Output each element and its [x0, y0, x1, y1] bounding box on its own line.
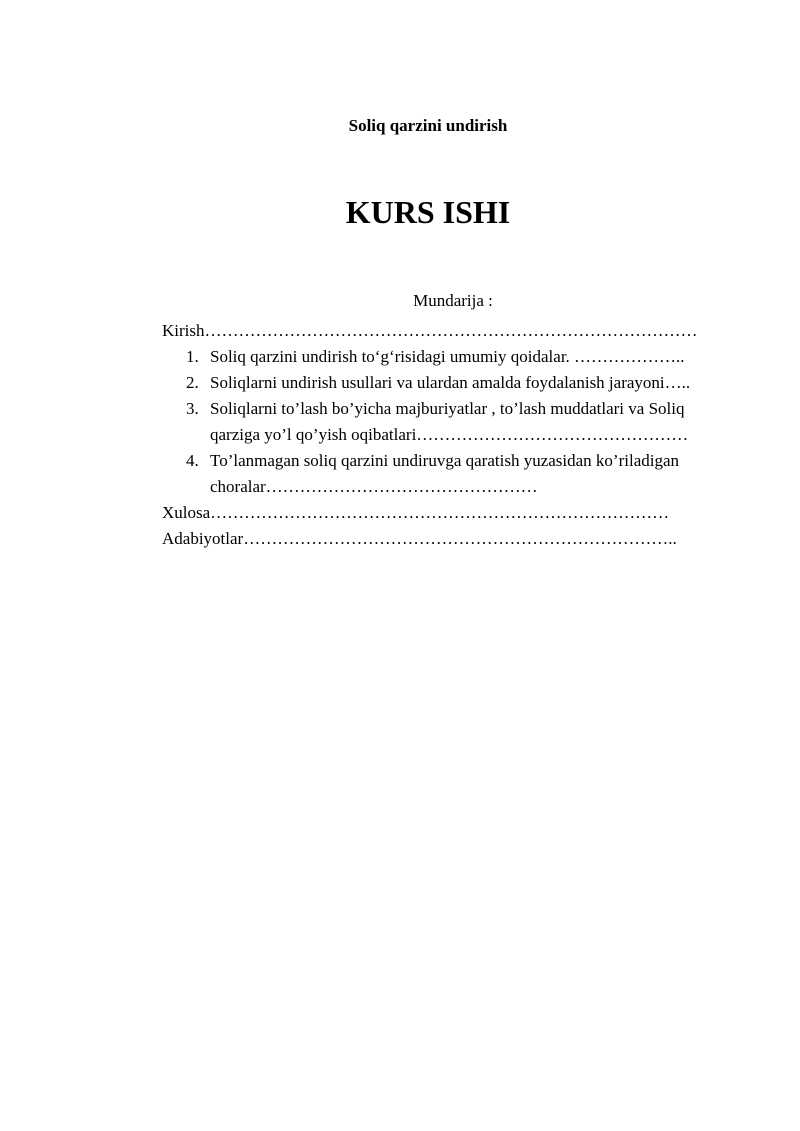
toc-item-text-line1: Soliqlarni to’lash bo’yicha majburiyatlar , to’lash muddatlari va Soliq	[210, 399, 685, 418]
toc-item-number: 3.	[186, 399, 199, 418]
toc-item-number: 4.	[186, 451, 199, 470]
toc-item-text-line2: qarziga yo’l qo’yish oqibatlari…………………………………………	[210, 425, 689, 444]
toc-references: Adabiyotlar…………………………………………………………………..	[162, 529, 677, 548]
document-subtitle: Soliq qarzini undirish	[348, 116, 508, 135]
toc-item-text: Soliqlarni undirish usullari va ulardan amalda foydalanish jarayoni…..	[210, 373, 691, 392]
toc-item-3	[186, 396, 744, 448]
toc-conclusion: Xulosa………………………………………………………………………	[162, 503, 670, 522]
toc-item-number: 1.	[186, 347, 199, 366]
toc-item-text	[210, 448, 744, 500]
toc-item-text	[210, 396, 744, 448]
table-of-contents	[162, 318, 744, 552]
toc-item-text: Soliq qarzini undirish to‘g‘risidagi umumiy qoidalar. ………………..	[210, 347, 685, 366]
toc-heading: Mundarija :	[413, 291, 493, 310]
document-title: KURS ISHI	[345, 194, 511, 230]
toc-item-text-line1: To’lanmagan soliq qarzini undiruvga qaratish yuzasidan ko’riladigan	[210, 451, 680, 470]
toc-item-1	[186, 344, 744, 370]
toc-item-4	[186, 448, 744, 500]
toc-item-2	[186, 370, 744, 396]
toc-item-text-line2: choralar…………………………………………	[210, 477, 538, 496]
toc-item-number: 2.	[186, 373, 199, 392]
toc-intro: Kirish……………………………………………………………………………	[162, 321, 698, 340]
